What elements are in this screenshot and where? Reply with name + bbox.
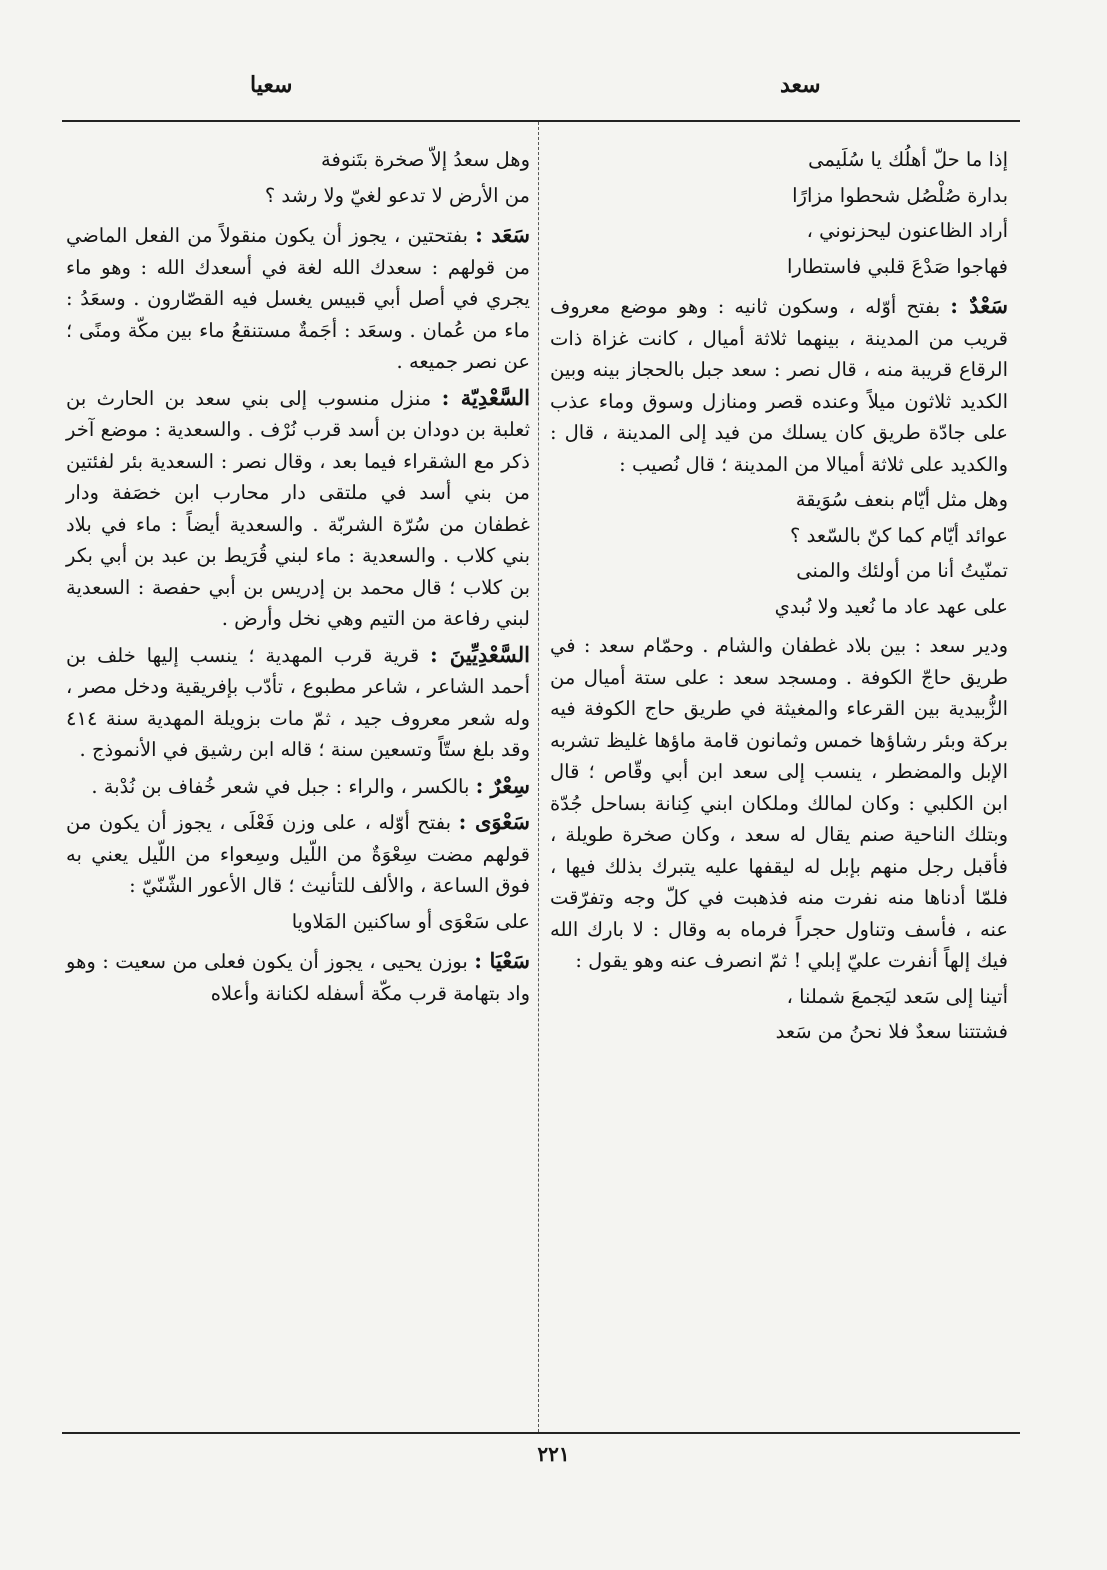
verse-block-1: [550, 144, 1008, 282]
verse-line: على عهد عاد ما نُعيد ولا نُبدي: [774, 594, 1008, 618]
entry-term: سِعْرٌ :: [475, 772, 530, 798]
entry-term: سَعَد :: [475, 222, 530, 247]
verse-line: فهاجوا صَدْعَ قلبي فاستطارا: [787, 254, 1008, 278]
entry-term: السَّعْدِيّة :: [441, 384, 530, 410]
verse-block-1: [66, 144, 530, 211]
verse-block-2: [66, 906, 530, 938]
running-head-left: سعيا: [250, 72, 293, 98]
verse-line: إذا ما حلّ أهلُك يا سُلَيمى: [808, 148, 1008, 171]
verse-line: من الأرض لا تدعو لغيّ ولا رشد ؟: [264, 183, 530, 207]
entry-saad: [66, 219, 530, 378]
entry-saadiyyin: [66, 639, 530, 766]
entry-sad: [550, 290, 1008, 480]
entry-text: بوزن يحيى ، يجوز أن يكون فعلى من سعيت : وهو واد بتهامة قرب مكّة أسفله لكنانة وأعلاه: [66, 950, 530, 1005]
entry-term: سَعْدٌ :: [950, 293, 1008, 318]
verse-line: أتينا إلى سَعد ليَجمعَ شملنا ،: [786, 984, 1008, 1008]
running-head-right: سعد: [780, 72, 821, 98]
right-column: [550, 140, 1008, 1056]
verse-line: تمنّيتُ أنا من أولئك والمنى: [796, 559, 1008, 582]
bottom-rule: [62, 1432, 1020, 1434]
entry-sir: [66, 770, 530, 803]
verse-line: على سَعْوَى أو ساكنين المَلاويا: [291, 909, 530, 933]
verse-line: أراد الظاعنون ليحزنوني ،: [806, 219, 1008, 242]
verse-line: وهل مثل أيّام بنعف سُوَيقة: [795, 488, 1008, 511]
column-divider: [538, 122, 539, 1432]
verse-line: وهل سعدُ إلاّ صخرة بتَنوفة: [321, 148, 530, 171]
entry-term: سَعْيَا :: [474, 948, 531, 973]
entry-term: سَعْوَى :: [458, 809, 531, 834]
entry-saadiyya: [66, 382, 530, 635]
entry-text: منزل منسوب إلى بني سعد بن الحارث بن ثعلبة بن دودان بن أسد قرب نُرْف . والسعدية : موضع آخر ذكر مع الشقراء فيما بعد ، وقال نصر : السعدية بئر لفئتين من بني أسد في ملتقى دار محارب ابن خصَفة ودار غطفان من سُرّة الشربّة . والسعدية أيضاً : ماء في بلاد بني كلاب . والسعدية : ماء لبني قُرَيط بن عبد بن أبي بكر بن كلاب ؛ قال محمد بن إدريس بن أبي حفصة : السعدية لبني رفاعة من التيم وهي نخل وأرض .: [66, 386, 530, 630]
entry-text: بفتحتين ، يجوز أن يكون منقولاً من الفعل الماضي من قولهم : سعدك الله لغة في أسعدك الله : وهو ماء يجري في أصل أبي قبيس يغسل فيه القصّارون . وسعَدُ : ماء من عُمان . وسعَد : أجَمةٌ مستنقعُ ماء بين مكّة ومنًى ؛ عن نصر جميعه .: [66, 224, 530, 373]
paragraph-dayr-sad: ودير سعد : بين بلاد غطفان والشام . وحمّام سعد : في طريق حاجّ الكوفة . ومسجد سعد : على ستة أميال من الزُّبيدية بين القرعاء والمغيثة في طريق حاج الكوفة فيه بركة وبئر رشاؤها خمس وثمانون قامة ماؤها غليظ تشربه الإبل والمضطر ، ينسب إلى سعد ابن أبي وقّاص ؛ قال ابن الكلبي : وكان لمالك وملكان ابني كِنانة بساحل جُدّة وبتلك الناحية صنم يقال له سعد ، وكان صخرة طويلة ، فأقبل رجل منهم بإبل له ليقفها عليه يتبرك بذلك فيها ، فلمّا أدناها منه نفرت منه فذهبت في كلّ وجه وتفرّقت عنه ، فأسف وتناول حجراً فرماه به وقال : لا بارك الله فيك إلهاً أنفرت عليّ إبلي ! ثمّ انصرف عنه وهو يقول :: [550, 634, 1008, 972]
entry-text: بالكسر ، والراء : جبل في شعر خُفاف بن نُدْبة .: [91, 774, 470, 798]
verse-block-2: [550, 484, 1008, 622]
entry-text: بفتح أوّله ، وسكون ثانيه : وهو موضع معروف قريب من المدينة ، بينهما ثلاثة أميال ، كانت غزاة ذات الرقاع قريبة منه ، قال نصر : سعد جبل بالحجاز بينه وبين الكديد ثلاثون ميلاً وعنده قصر ومنازل وسوق وماء عذب على جادّة طريق كان يسلك من فيد إلى المدينة ، قال : والكديد على ثلاثة أميالا من المدينة ؛ قال نُصيب :: [550, 295, 1008, 476]
left-column: [66, 140, 530, 1013]
verse-line: عوائد أيّام كما كنّ بالسّعد ؟: [790, 523, 1008, 547]
entry-sawa: [66, 806, 530, 902]
entry-text: قرية قرب المهدية ؛ ينسب إليها خلف بن أحمد الشاعر ، شاعر مطبوع ، تأدّب بإفريقية ودخل مصر ، وله شعر معروف جيد ، ثمّ مات بزويلة المهدية سنة ٤١٤ وقد بلغ ستّاً وتسعين سنة ؛ قاله ابن رشيق في الأنموذج .: [66, 643, 530, 761]
verse-line: فشتتنا سعدٌ فلا نحنُ من سَعد: [775, 1020, 1008, 1043]
entry-term: السَّعْدِيِّينَ :: [430, 641, 531, 667]
verse-block-3: [550, 981, 1008, 1048]
entry-text: بفتح أوّله ، على وزن فَعْلَى ، يجوز أن يكون من قولهم مضت سِعْوَةٌ من اللّيل وسِعواء من اللّيل يعني به فوق الساعة ، والألف للتأنيث ؛ قال الأعور الشّنّيّ :: [66, 811, 530, 897]
top-rule: [62, 120, 1020, 122]
verse-line: بدارة صُلْصُل شحطوا مزارًا: [792, 183, 1008, 207]
entry-saya: [66, 945, 530, 1009]
page-number: ٢٢١: [537, 1442, 570, 1466]
